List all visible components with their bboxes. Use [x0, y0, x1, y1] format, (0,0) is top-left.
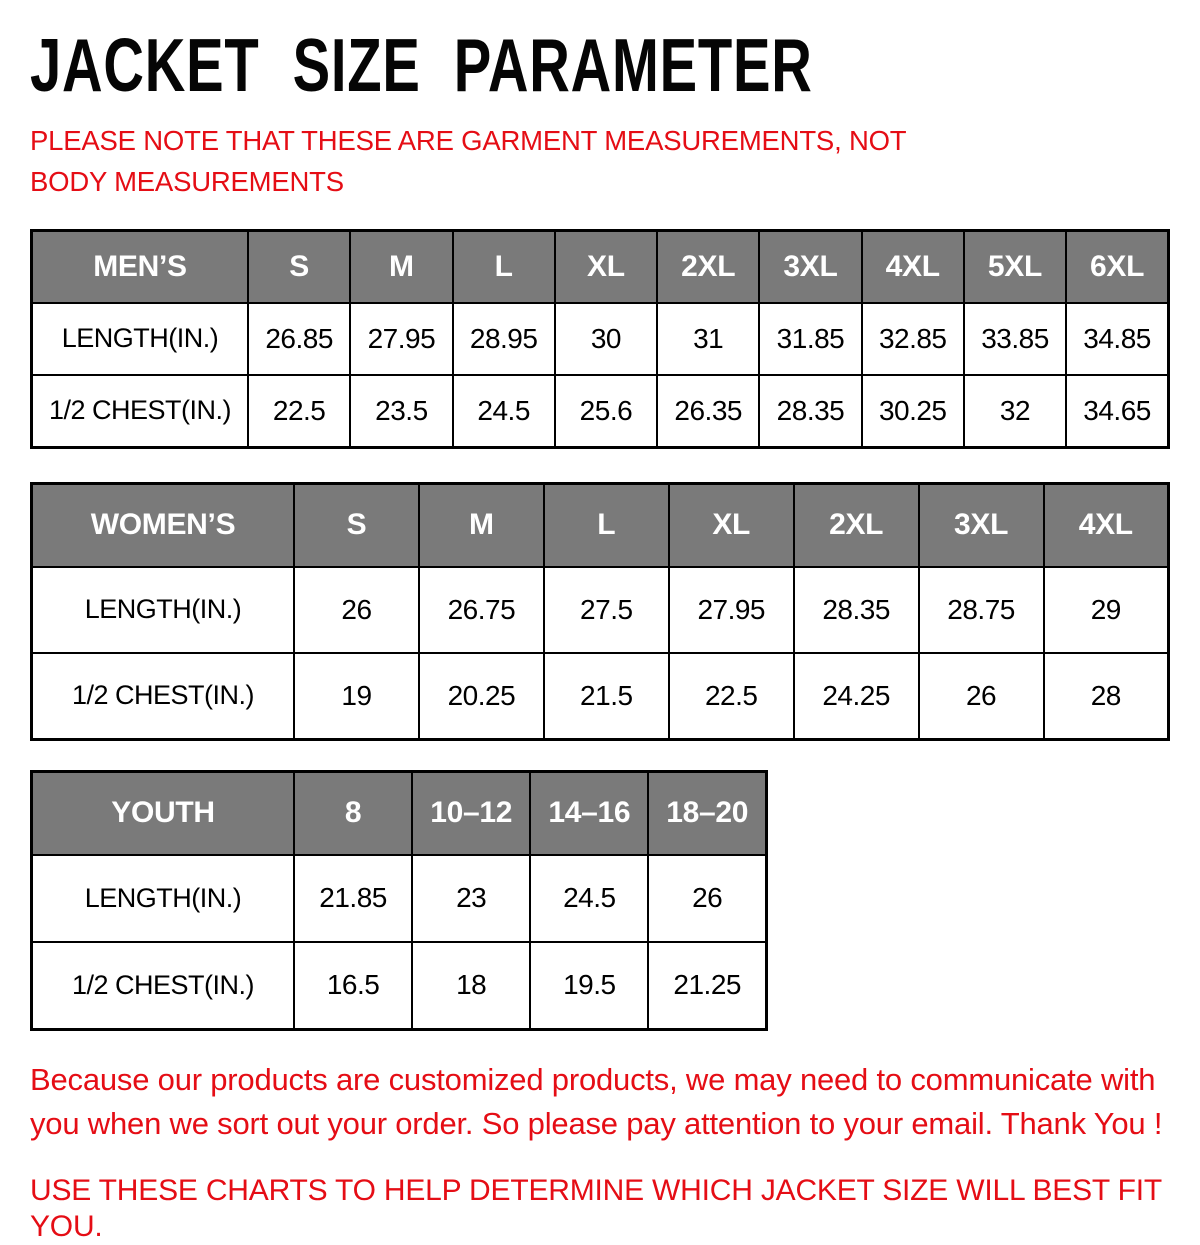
value-cell: 28.75 [919, 567, 1044, 653]
customization-notice: Because our products are customized products, we may need to communicate with you when we sort out your order. So please pay attention to your email. Thank You ! [30, 1061, 1163, 1141]
header-cell: 4XL [862, 230, 964, 303]
value-cell: 23 [412, 855, 530, 942]
value-cell: 32 [964, 375, 1066, 448]
value-cell: 28.95 [453, 303, 555, 375]
header-cell: S [294, 483, 419, 567]
header-cell: MEN’S [32, 230, 249, 303]
header-row [32, 771, 767, 855]
row-label: 1/2 CHEST(IN.) [32, 653, 295, 740]
row-label: 1/2 CHEST(IN.) [32, 375, 249, 448]
row-label: LENGTH(IN.) [32, 303, 249, 375]
table-row [32, 375, 1169, 448]
header-cell: XL [669, 483, 794, 567]
value-cell: 30 [555, 303, 657, 375]
value-cell: 26.75 [419, 567, 544, 653]
youth-size-table [30, 770, 768, 1031]
value-cell: 32.85 [862, 303, 964, 375]
value-cell: 27.95 [350, 303, 452, 375]
value-cell: 19.5 [530, 942, 648, 1030]
value-cell: 23.5 [350, 375, 452, 448]
header-cell: XL [555, 230, 657, 303]
value-cell: 21.25 [648, 942, 766, 1030]
header-cell: S [248, 230, 350, 303]
table-row [32, 942, 767, 1030]
value-cell: 27.5 [544, 567, 669, 653]
value-cell: 16.5 [294, 942, 412, 1030]
value-cell: 26 [294, 567, 419, 653]
value-cell: 28.35 [759, 375, 861, 448]
table-row [32, 303, 1169, 375]
header-cell: YOUTH [32, 771, 295, 855]
header-cell: 3XL [919, 483, 1044, 567]
value-cell: 25.6 [555, 375, 657, 448]
value-cell: 26 [919, 653, 1044, 740]
header-cell: 18–20 [648, 771, 766, 855]
value-cell: 30.25 [862, 375, 964, 448]
value-cell: 21.5 [544, 653, 669, 740]
value-cell: 18 [412, 942, 530, 1030]
header-cell: 14–16 [530, 771, 648, 855]
chart-usage-line: USE THESE CHARTS TO HELP DETERMINE WHICH JACKET SIZE WILL BEST FIT YOU. [30, 1173, 1162, 1243]
value-cell: 22.5 [248, 375, 350, 448]
header-row [32, 483, 1169, 567]
header-cell: 4XL [1044, 483, 1169, 567]
value-cell: 31.85 [759, 303, 861, 375]
garment-measurement-note: PLEASE NOTE THAT THESE ARE GARMENT MEASUREMENTS, NOT BODY MEASUREMENTS [30, 125, 906, 198]
value-cell: 27.95 [669, 567, 794, 653]
header-cell: 2XL [657, 230, 759, 303]
header-cell: 2XL [794, 483, 919, 567]
value-cell: 28.35 [794, 567, 919, 653]
value-cell: 21.85 [294, 855, 412, 942]
value-cell: 22.5 [669, 653, 794, 740]
value-cell: 31 [657, 303, 759, 375]
header-cell: 6XL [1066, 230, 1168, 303]
page-title: JACKET SIZE PARAMETER [30, 22, 813, 108]
value-cell: 29 [1044, 567, 1169, 653]
womens-size-table [30, 482, 1170, 741]
value-cell: 26 [648, 855, 766, 942]
header-cell: L [453, 230, 555, 303]
value-cell: 24.5 [530, 855, 648, 942]
value-cell: 26.35 [657, 375, 759, 448]
value-cell: 33.85 [964, 303, 1066, 375]
header-cell: WOMEN’S [32, 483, 295, 567]
header-cell: 3XL [759, 230, 861, 303]
row-label: LENGTH(IN.) [32, 855, 295, 942]
value-cell: 24.5 [453, 375, 555, 448]
table-row [32, 567, 1169, 653]
header-cell: M [350, 230, 452, 303]
value-cell: 26.85 [248, 303, 350, 375]
value-cell: 34.65 [1066, 375, 1168, 448]
header-cell: L [544, 483, 669, 567]
table-row [32, 653, 1169, 740]
value-cell: 34.85 [1066, 303, 1168, 375]
header-row [32, 230, 1169, 303]
value-cell: 24.25 [794, 653, 919, 740]
header-cell: 5XL [964, 230, 1066, 303]
mens-size-table [30, 229, 1170, 449]
value-cell: 20.25 [419, 653, 544, 740]
value-cell: 19 [294, 653, 419, 740]
row-label: 1/2 CHEST(IN.) [32, 942, 295, 1030]
header-cell: M [419, 483, 544, 567]
row-label: LENGTH(IN.) [32, 567, 295, 653]
table-row [32, 855, 767, 942]
header-cell: 8 [294, 771, 412, 855]
value-cell: 28 [1044, 653, 1169, 740]
header-cell: 10–12 [412, 771, 530, 855]
